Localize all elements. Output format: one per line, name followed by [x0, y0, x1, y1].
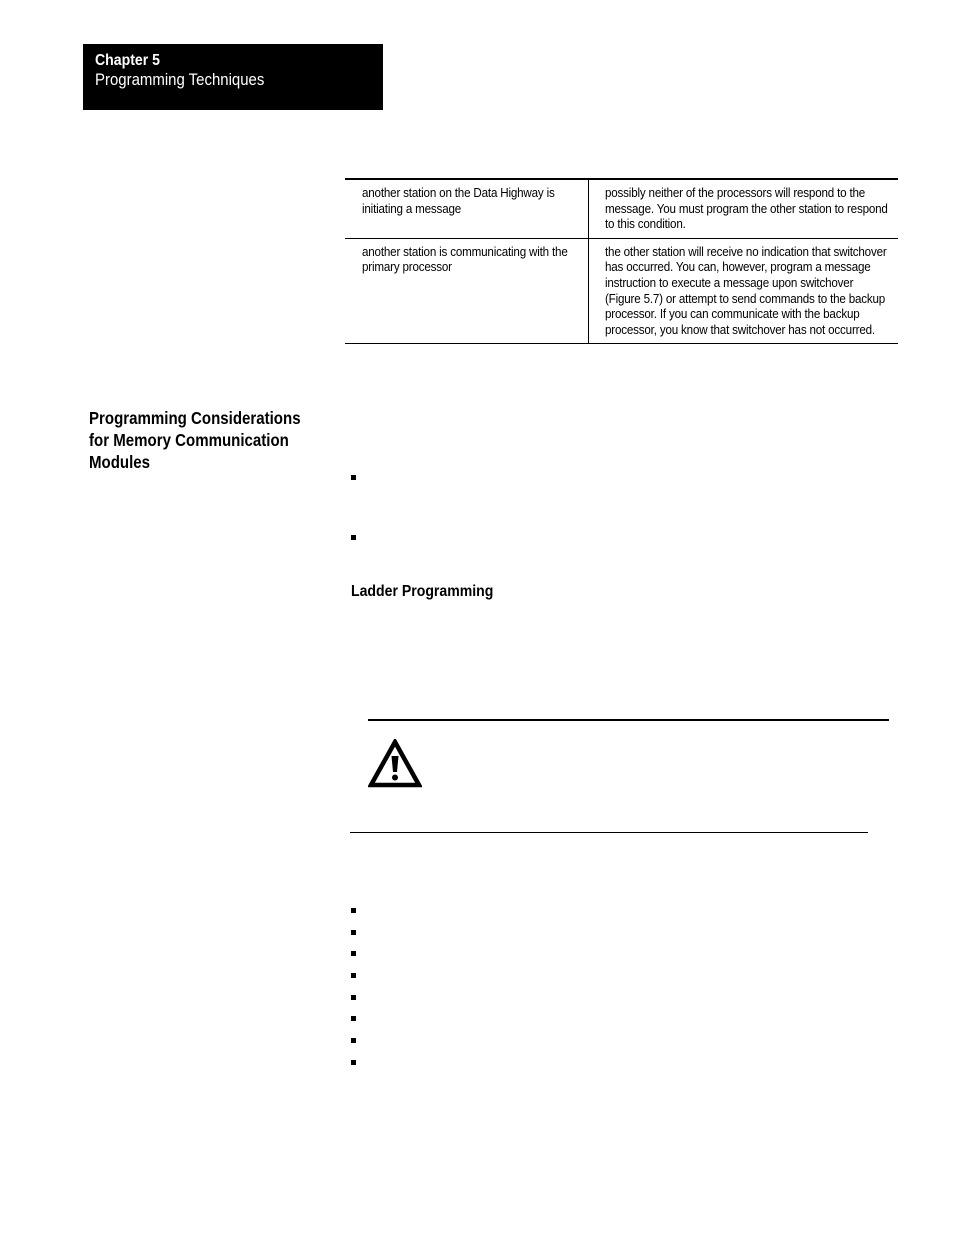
- bullet-marker: [351, 908, 356, 913]
- table-cell-result: [589, 238, 899, 344]
- bullet-marker: [351, 995, 356, 1000]
- bullet-marker: [351, 535, 356, 540]
- cell-text: possibly neither of the processors will respond to the message. You must program the other station to respond to this condition.: [605, 186, 888, 232]
- section-heading: [89, 407, 324, 473]
- subsection-heading: Ladder Programming: [351, 583, 494, 600]
- warning-triangle-icon: [368, 739, 422, 789]
- table-cell-result: [589, 179, 899, 238]
- section-heading-line: for Memory Communication: [89, 430, 289, 450]
- cell-text: the other station will receive no indication that switchover has occurred. You can, however, program a message instruction to execute a message upon switchover (Figure 5.7) or attempt to send commands to the backup processor. If you can communicate with the backup processor, you know that switchover has not occurred.: [605, 244, 887, 337]
- bullet-marker: [351, 1060, 356, 1065]
- warning-bottom-rule: [350, 832, 868, 833]
- bullet-marker: [351, 475, 356, 480]
- table-row: [345, 238, 898, 344]
- bullet-marker: [351, 951, 356, 956]
- warning-top-rule: [368, 719, 889, 721]
- condition-table: [345, 178, 898, 344]
- bullet-marker: [351, 973, 356, 978]
- chapter-header: [83, 44, 383, 110]
- chapter-number: Chapter 5: [95, 52, 160, 69]
- table-cell-condition: [345, 179, 589, 238]
- section-heading-line: Programming Considerations: [89, 408, 301, 428]
- table-row: [345, 179, 898, 238]
- bullet-marker: [351, 930, 356, 935]
- cell-text: another station is communicating with the primary processor: [362, 244, 568, 275]
- bullet-marker: [351, 1038, 356, 1043]
- table-cell-condition: [345, 238, 589, 344]
- cell-text: another station on the Data Highway is initiating a message: [362, 186, 555, 216]
- chapter-title: Programming Techniques: [95, 70, 265, 89]
- section-heading-line: Modules: [89, 452, 151, 472]
- bullet-marker: [351, 1016, 356, 1021]
